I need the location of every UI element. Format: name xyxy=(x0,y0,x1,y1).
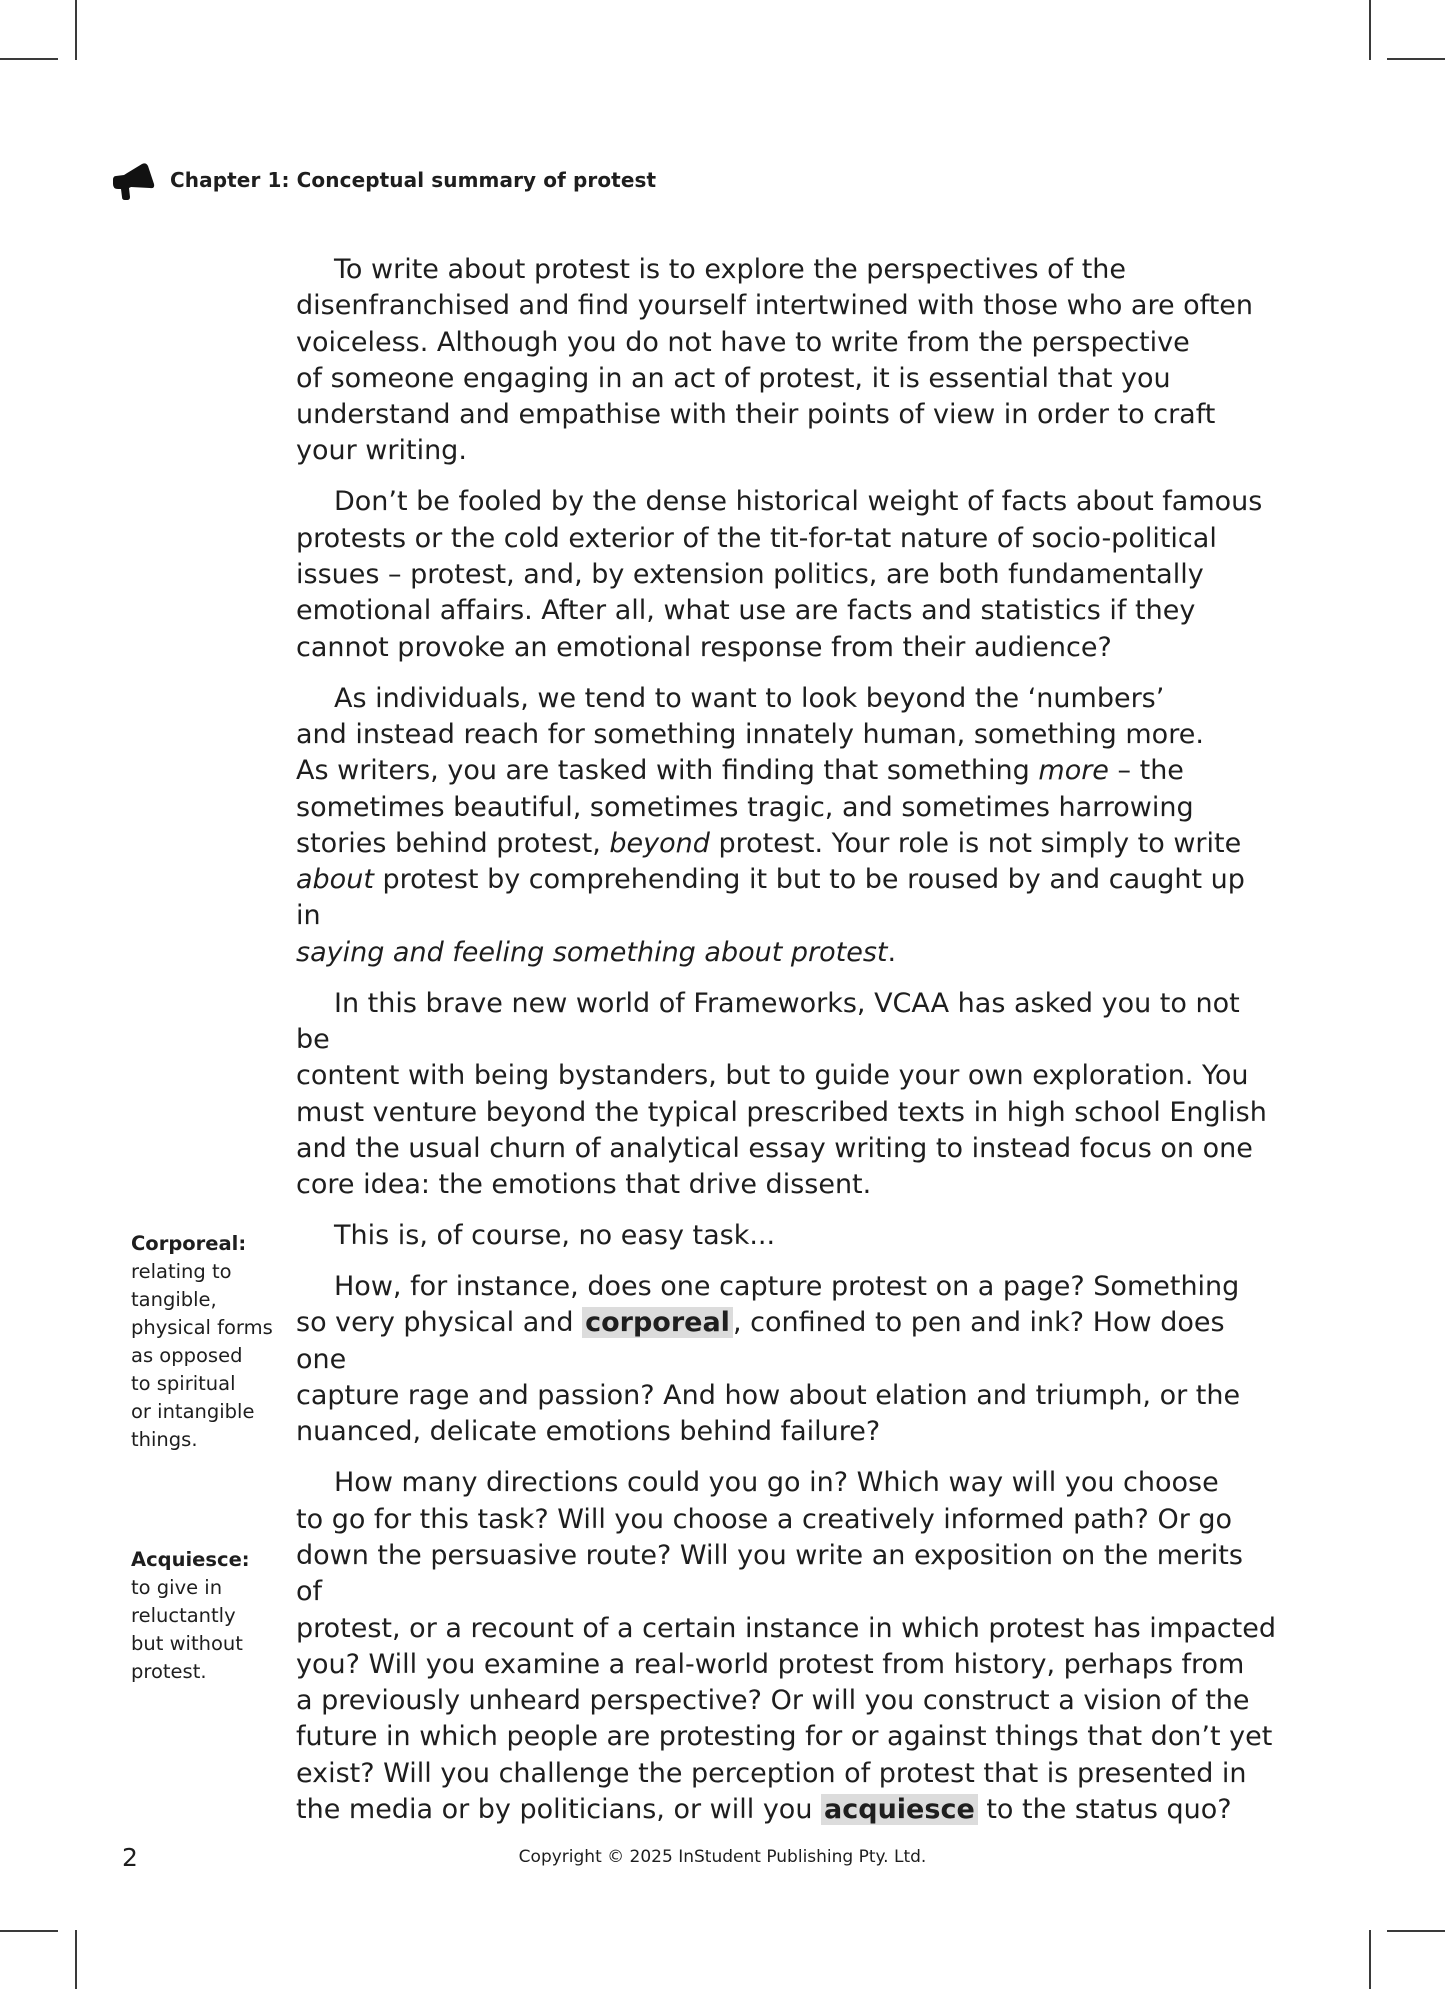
chapter-header xyxy=(112,160,656,200)
glossary-term: Acquiesce: xyxy=(131,1548,250,1571)
paragraph: Don’t be fooled by the dense historical weight of facts about famous protests or the cold exterior of the tit-for-tat nature of socio-political issues – protest, and, by extension politics, are both fundamentally emotional affairs. After all, what use are facts and statistics if they cannot provoke an emotional response from their audience? xyxy=(296,486,1263,663)
glossary-note-corporeal xyxy=(131,1230,291,1454)
glossary-term: Corporeal: xyxy=(131,1232,247,1255)
glossary-definition: to give in reluctantly but without protest. xyxy=(131,1576,243,1683)
megaphone-icon xyxy=(112,160,158,200)
text-run: How, for instance, does one capture protest on a page? Something so very physical and xyxy=(296,1271,1240,1339)
crop-mark xyxy=(1387,58,1445,60)
crop-mark xyxy=(1387,1930,1445,1932)
keyword-acquiesce: acquiesce xyxy=(821,1794,978,1825)
paragraph xyxy=(296,1269,1276,1450)
paragraph xyxy=(296,681,1276,971)
text-run: . xyxy=(887,936,897,968)
paragraph xyxy=(296,1465,1276,1828)
crop-mark xyxy=(75,0,77,60)
crop-mark xyxy=(0,58,58,60)
paragraph: In this brave new world of Frameworks, VCAA has asked you to not be content with being bystanders, but to guide your own exploration. You must venture beyond the typical prescribed texts in high school English and the usual churn of analytical essay writing to instead focus on one core idea: the emotions that drive dissent. xyxy=(296,987,1267,1201)
emphasis: about xyxy=(296,864,374,896)
text-run: – the sometimes beautiful, sometimes tragic, and sometimes harrowing stories behind protest, xyxy=(296,755,1194,859)
text-run: protest. Your role is not simply to write xyxy=(718,827,1242,859)
paragraph: To write about protest is to explore the perspectives of the disenfranchised and find yourself intertwined with those who are often voiceless. Although you do not have to write from the perspective of someone engaging in an act of protest, it is essential that you understand and empathise with their points of view in order to craft your writing. xyxy=(296,254,1254,467)
crop-mark xyxy=(1369,0,1371,60)
glossary-definition: relating to tangible, physical forms as opposed to spiritual or intangible things. xyxy=(131,1260,273,1451)
keyword-corporeal: corporeal xyxy=(582,1307,733,1338)
emphasis: beyond xyxy=(609,827,710,859)
glossary-note-acquiesce xyxy=(131,1546,291,1686)
crop-mark xyxy=(0,1930,58,1932)
crop-mark xyxy=(75,1930,77,1989)
copyright-footer: Copyright © 2025 InStudent Publishing Pty. Ltd. xyxy=(518,1847,927,1867)
text-run: As individuals, we tend to want to look beyond the ‘numbers’ and instead reach for something innately human, something more. As writers, you are tasked with finding that something xyxy=(296,682,1204,787)
crop-mark xyxy=(1369,1930,1371,1989)
emphasis: more xyxy=(1038,755,1109,787)
text-run: How many directions could you go in? Which way will you choose to go for this task? Will you choose a creatively informed path? Or go down the persuasive route? Will you write an exposition on the merits of protest, or a recount of a certain instance in which protest has impacted you? Will you examine a real-world protest from history, perhaps from a previously unheard perspective? Or will you construct a vision of the future in which people are protesting for or against things that don’t yet exist? Will you challenge the perception of protest that is presented in the media or by politicians, or will you xyxy=(296,1467,1276,1825)
text-run: protest by comprehending it but to be roused by and caught up in xyxy=(296,864,1245,932)
text-run: to the status quo? xyxy=(977,1794,1232,1825)
chapter-title: Chapter 1: Conceptual summary of protest xyxy=(170,168,657,192)
page-number: 2 xyxy=(122,1843,138,1872)
main-text xyxy=(296,252,1276,1843)
emphasis: saying and feeling something about protest xyxy=(296,936,888,968)
paragraph: This is, of course, no easy task... xyxy=(334,1220,776,1252)
text-run: , confined to pen and ink? How does one capture rage and passion? And how about elation and triumph, or the nuanced, delicate emotions behind failure? xyxy=(296,1307,1241,1448)
